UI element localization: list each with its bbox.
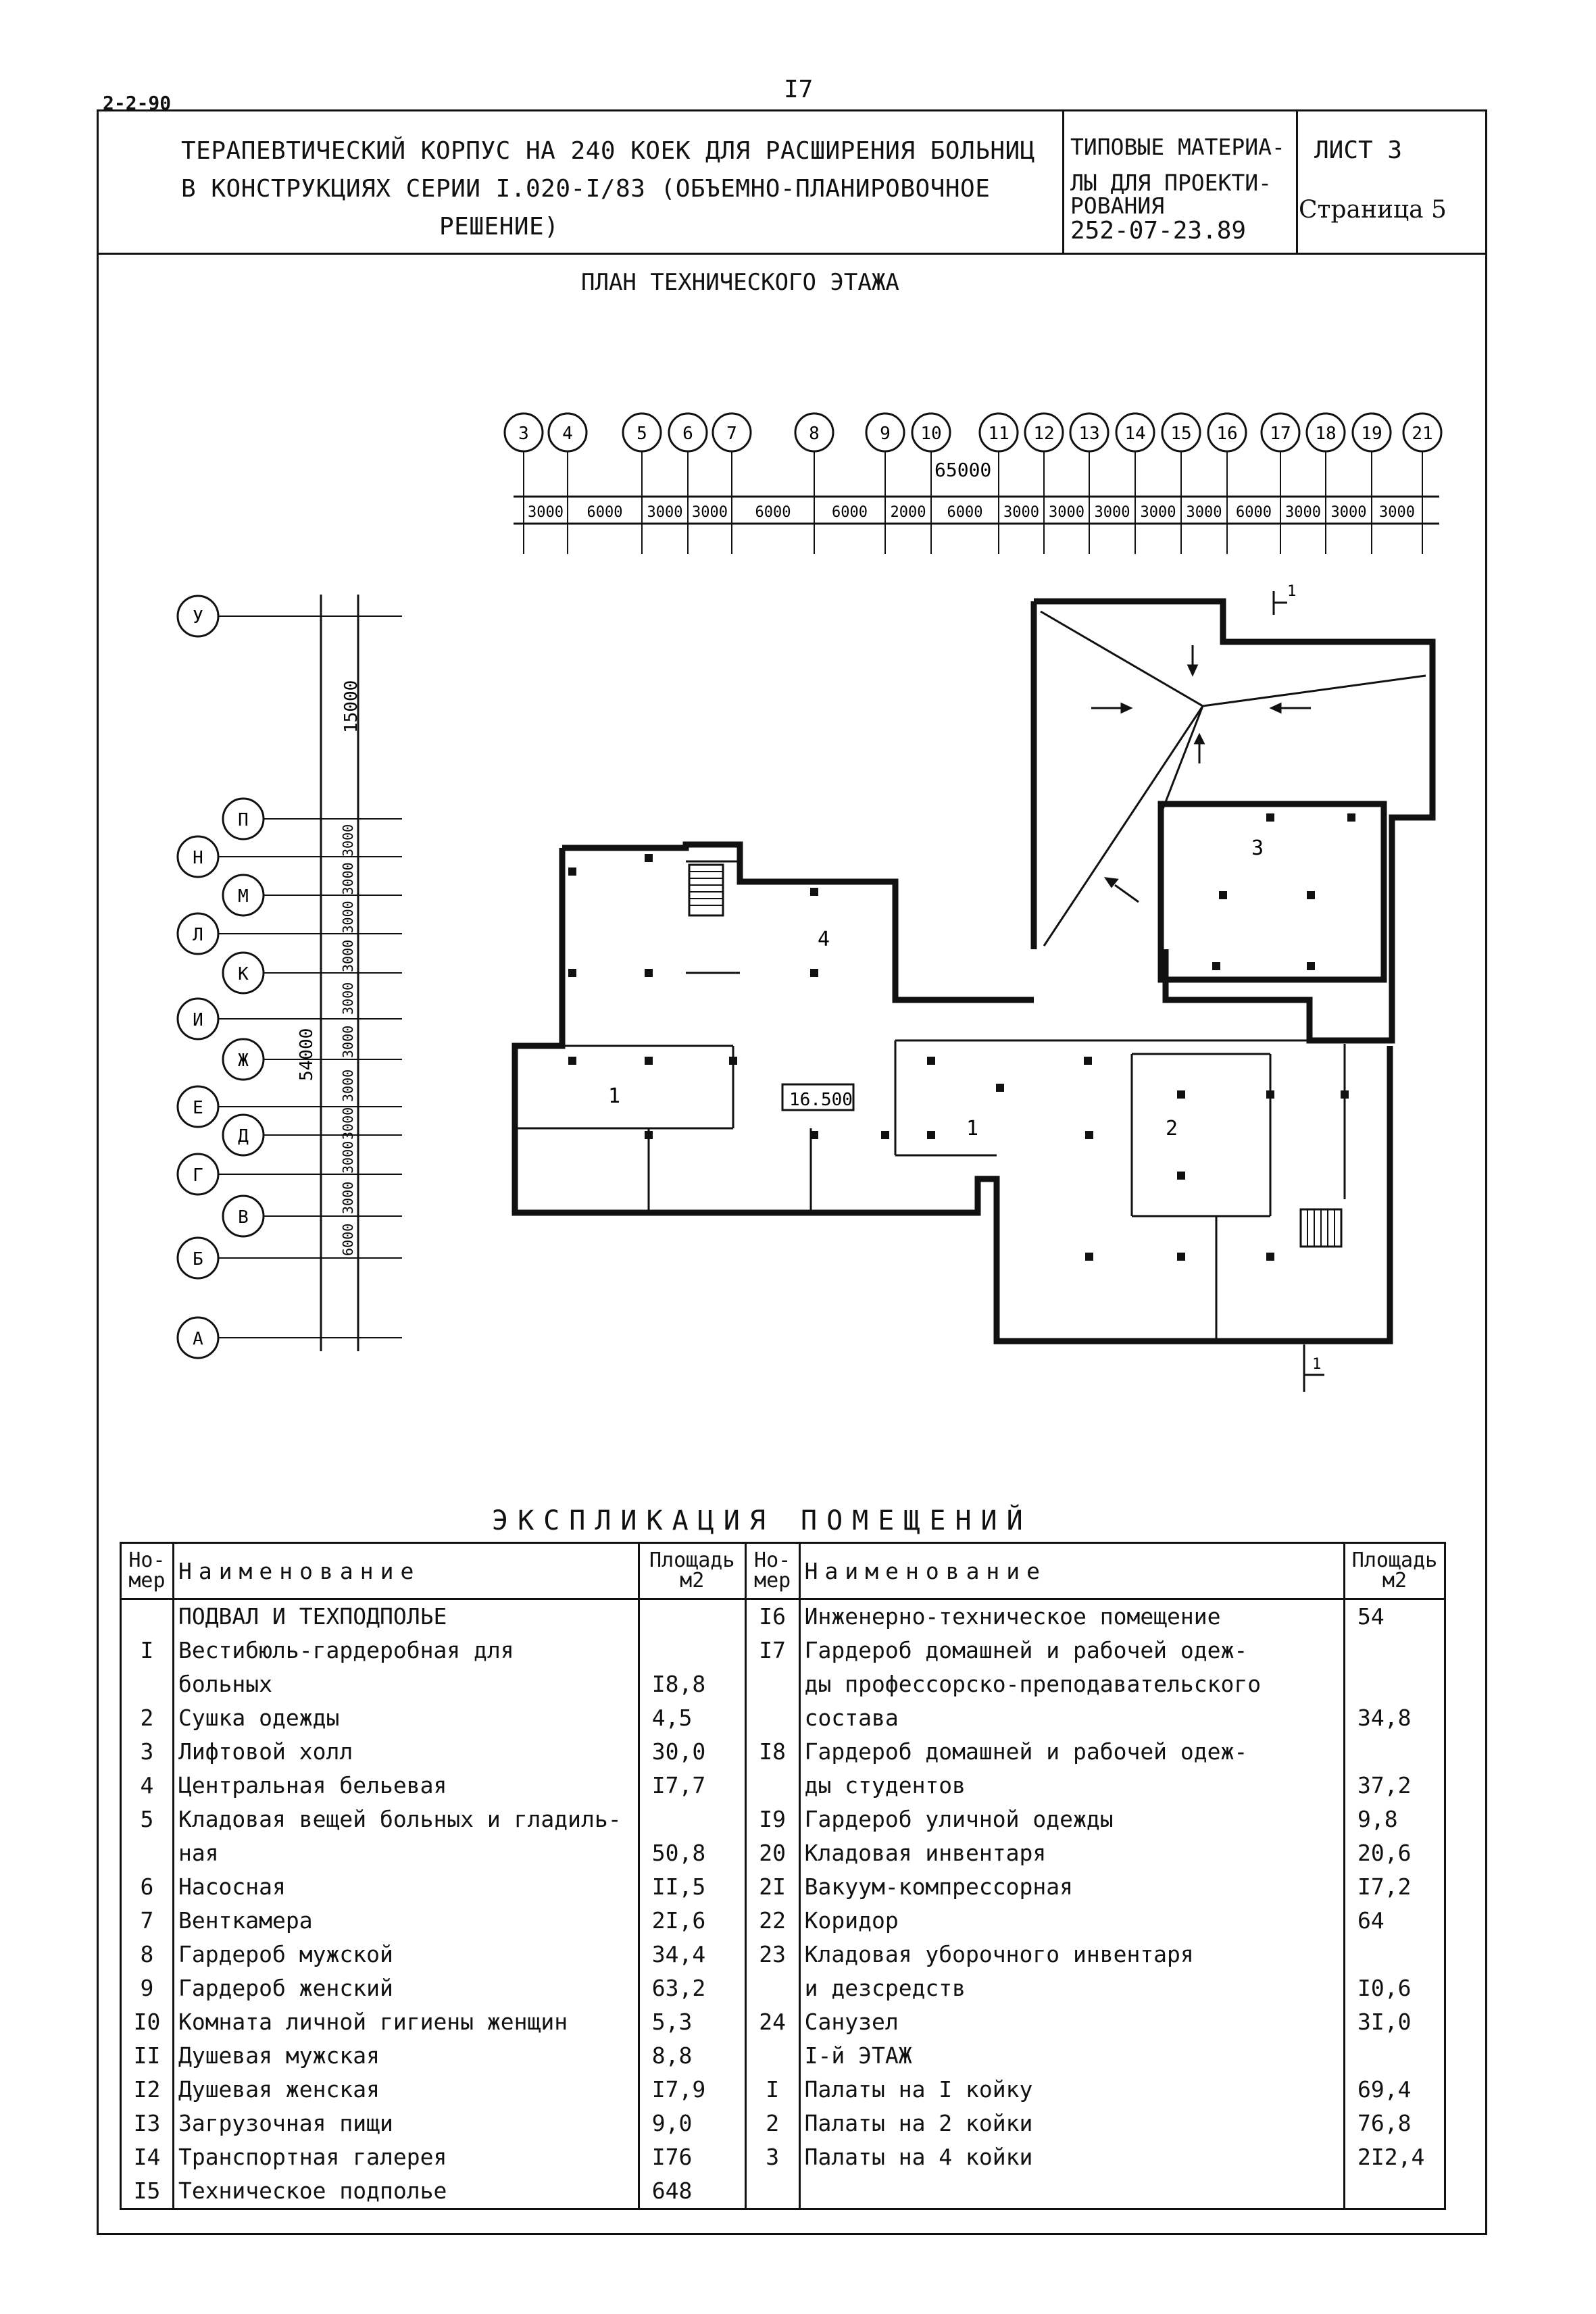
room-area: 9,8 bbox=[1344, 1803, 1445, 1836]
structural-column bbox=[1307, 891, 1315, 899]
room-number: I4 bbox=[121, 2140, 174, 2174]
room-number: I8 bbox=[745, 1735, 799, 1769]
row-spacing-label: 3000 bbox=[340, 939, 356, 972]
room-name: Душевая женская bbox=[173, 2073, 639, 2107]
explication-row bbox=[121, 1769, 1445, 1803]
structural-column bbox=[810, 1131, 818, 1139]
structural-column bbox=[1177, 1172, 1185, 1180]
room-area: 20,6 bbox=[1344, 1836, 1445, 1870]
column-spacing-label: 3000 bbox=[1379, 504, 1415, 521]
column-axis-label: 9 bbox=[880, 424, 891, 444]
room-name: Палаты на I койку bbox=[799, 2073, 1344, 2107]
room-number: I2 bbox=[121, 2073, 174, 2107]
structural-column bbox=[1085, 1131, 1093, 1139]
room-name: Загрузочная пищи bbox=[173, 2107, 639, 2140]
room-name: Палаты на 4 койки bbox=[799, 2140, 1344, 2174]
room-name: Вестибюль-гардеробная для bbox=[173, 1634, 639, 1667]
structural-column bbox=[810, 969, 818, 977]
column-spacing-label: 2000 bbox=[890, 504, 926, 521]
room-area: I0,6 bbox=[1344, 1971, 1445, 2005]
column-axis-label: 11 bbox=[988, 424, 1009, 444]
room-number bbox=[745, 1971, 799, 2005]
structural-column bbox=[1084, 1057, 1092, 1065]
explication-row bbox=[121, 2174, 1445, 2209]
room-number: 24 bbox=[745, 2005, 799, 2039]
room-area: 69,4 bbox=[1344, 2073, 1445, 2107]
column-axis-label: 21 bbox=[1412, 424, 1433, 444]
structural-column bbox=[645, 854, 653, 862]
row-axis-label: У bbox=[193, 607, 203, 628]
column-axis-label: 14 bbox=[1124, 424, 1146, 444]
room-area: 76,8 bbox=[1344, 2107, 1445, 2140]
explication-row bbox=[121, 1836, 1445, 1870]
column-axis-label: 8 bbox=[809, 424, 820, 444]
room-number: 9 bbox=[121, 1971, 174, 2005]
structural-column bbox=[1085, 1253, 1093, 1261]
room-name: Лифтовой холл bbox=[173, 1735, 639, 1769]
column-axis-label: 13 bbox=[1078, 424, 1100, 444]
room-number: 3 bbox=[121, 1735, 174, 1769]
structural-column bbox=[810, 888, 818, 896]
elevation-mark: 16.500 bbox=[789, 1090, 853, 1110]
room-name: Гардероб мужской bbox=[173, 1938, 639, 1971]
room-area: 4,5 bbox=[639, 1701, 745, 1735]
explication-body bbox=[121, 1599, 1445, 2209]
room-number bbox=[121, 1667, 174, 1701]
row-spacing-label: 3000 bbox=[340, 1069, 356, 1102]
room-number bbox=[745, 2174, 799, 2209]
room-name: и дезсредств bbox=[799, 1971, 1344, 2005]
room-area bbox=[1344, 2174, 1445, 2209]
row-axis-label: Д bbox=[238, 1126, 249, 1147]
column-spacing-label: 6000 bbox=[1236, 504, 1272, 521]
explication-row bbox=[121, 2005, 1445, 2039]
section-mark-top: 1 bbox=[1287, 583, 1297, 600]
room-name: Комната личной гигиены женщин bbox=[173, 2005, 639, 2039]
structural-column bbox=[568, 867, 576, 876]
column-spacing-label: 6000 bbox=[832, 504, 868, 521]
column-axis-label: 5 bbox=[637, 424, 647, 444]
explication-row bbox=[121, 1904, 1445, 1938]
room-area: 648 bbox=[639, 2174, 745, 2209]
room-area: 8,8 bbox=[639, 2039, 745, 2073]
column-spacing-label: 3000 bbox=[647, 504, 683, 521]
title-line-2: В КОНСТРУКЦИЯХ СЕРИИ I.020-I/83 (ОБЪЕМНО-ПЛАНИРОВОЧНОЕ bbox=[181, 175, 991, 203]
structural-columns bbox=[568, 813, 1355, 1261]
room-area bbox=[1344, 1735, 1445, 1769]
column-spacing-label: 3000 bbox=[1140, 504, 1176, 521]
row-spacing-label: 3000 bbox=[340, 1181, 356, 1214]
room-area bbox=[1344, 1634, 1445, 1667]
column-axis-label: 19 bbox=[1361, 424, 1382, 444]
stair-treads bbox=[689, 872, 1335, 1247]
room-number: I bbox=[121, 1634, 174, 1667]
room-number: 6 bbox=[121, 1870, 174, 1904]
room-name: Гардероб женский bbox=[173, 1971, 639, 2005]
title-line-3: РЕШЕНИЕ) bbox=[439, 213, 559, 241]
room-number: I9 bbox=[745, 1803, 799, 1836]
row-axis-label: Н bbox=[193, 848, 203, 868]
column-spacing-label: 3000 bbox=[1285, 504, 1321, 521]
room-area: 2I,6 bbox=[639, 1904, 745, 1938]
room-area: 63,2 bbox=[639, 1971, 745, 2005]
explication-row bbox=[121, 1938, 1445, 1971]
room-area: I76 bbox=[639, 2140, 745, 2174]
explication-row bbox=[121, 2140, 1445, 2174]
column-spacing-label: 3000 bbox=[1049, 504, 1084, 521]
room-number: 2 bbox=[745, 2107, 799, 2140]
explication-row bbox=[121, 1599, 1445, 1634]
explication-row bbox=[121, 2107, 1445, 2140]
room-area: I8,8 bbox=[639, 1667, 745, 1701]
room-number: 2 bbox=[121, 1701, 174, 1735]
structural-column bbox=[568, 969, 576, 977]
structural-column bbox=[645, 1057, 653, 1065]
room-number: I bbox=[745, 2073, 799, 2107]
room-area: I7,7 bbox=[639, 1769, 745, 1803]
room-name: Насосная bbox=[173, 1870, 639, 1904]
room-number: 2I bbox=[745, 1870, 799, 1904]
column-axis-label: 4 bbox=[562, 424, 573, 444]
row-axis-label: А bbox=[193, 1329, 203, 1349]
column-axis-label: 10 bbox=[920, 424, 942, 444]
column-axis-label: 3 bbox=[518, 424, 529, 444]
room-area: 9,0 bbox=[639, 2107, 745, 2140]
room-number bbox=[745, 1701, 799, 1735]
total-height-label: 54000 bbox=[297, 1028, 317, 1081]
page-label: Страница 5 bbox=[1299, 196, 1447, 224]
room-name: ды профессорско-преподавательского bbox=[799, 1667, 1344, 1701]
room-area bbox=[639, 1634, 745, 1667]
room-name: Транспортная галерея bbox=[173, 2140, 639, 2174]
room-name: Центральная бельевая bbox=[173, 1769, 639, 1803]
room-name: Палаты на 2 койки bbox=[799, 2107, 1344, 2140]
interior-lines bbox=[517, 611, 1426, 1341]
row-axis-label: П bbox=[238, 810, 249, 830]
column-spacing-label: 3000 bbox=[1186, 504, 1222, 521]
structural-column bbox=[1266, 1253, 1274, 1261]
structural-column bbox=[1266, 813, 1274, 822]
room-number bbox=[121, 1836, 174, 1870]
room-number: 5 bbox=[121, 1803, 174, 1836]
explication-row bbox=[121, 1634, 1445, 1667]
room-number: 7 bbox=[121, 1904, 174, 1938]
room-area bbox=[639, 1599, 745, 1634]
room-area: 34,8 bbox=[1344, 1701, 1445, 1735]
materials-line-2: ЛЫ ДЛЯ ПРОЕКТИ- bbox=[1070, 170, 1272, 196]
room-name: Душевая мужская bbox=[173, 2039, 639, 2073]
room-number: 23 bbox=[745, 1938, 799, 1971]
series-code: 2-2-90 bbox=[103, 92, 172, 114]
column-spacing-label: 3000 bbox=[692, 504, 728, 521]
column-spacing-label: 6000 bbox=[587, 504, 623, 521]
room-name: Сушка одежды bbox=[173, 1701, 639, 1735]
room-area bbox=[1344, 1667, 1445, 1701]
explication-row bbox=[121, 1870, 1445, 1904]
room-number: II bbox=[121, 2039, 174, 2073]
col-area-right: Площадь м2 bbox=[1344, 1543, 1445, 1599]
column-axes bbox=[505, 413, 1441, 554]
room-name: I-й ЭТАЖ bbox=[799, 2039, 1344, 2073]
room-area: 64 bbox=[1344, 1904, 1445, 1938]
materials-line-4: 252-07-23.89 bbox=[1070, 217, 1247, 245]
room-area: 2I2,4 bbox=[1344, 2140, 1445, 2174]
room-label-1b: 1 bbox=[966, 1117, 979, 1140]
explication-row bbox=[121, 1803, 1445, 1836]
room-label-4: 4 bbox=[818, 928, 830, 951]
total-width-label: 65000 bbox=[934, 459, 992, 481]
column-axis-label: 7 bbox=[726, 424, 737, 444]
column-spacing-label: 6000 bbox=[947, 504, 983, 521]
materials-line-1: ТИПОВЫЕ МАТЕРИА- bbox=[1070, 134, 1285, 160]
room-number: I6 bbox=[745, 1599, 799, 1634]
structural-column bbox=[1212, 962, 1220, 970]
col-area-left: Площадь м2 bbox=[639, 1543, 745, 1599]
row-axis-label: Г bbox=[193, 1165, 203, 1186]
room-name: Гардероб домашней и рабочей одеж- bbox=[799, 1735, 1344, 1769]
room-number: 22 bbox=[745, 1904, 799, 1938]
column-axis-label: 17 bbox=[1270, 424, 1291, 444]
title-line-1: ТЕРАПЕВТИЧЕСКИЙ КОРПУС НА 240 КОЕК ДЛЯ РАСШИРЕНИЯ БОЛЬНИЦ bbox=[181, 137, 1035, 165]
room-label-3: 3 bbox=[1251, 836, 1264, 860]
row-spacing-label: 3000 bbox=[340, 1107, 356, 1140]
structural-column bbox=[1177, 1090, 1185, 1099]
structural-column bbox=[1177, 1253, 1185, 1261]
dim-15000: 15000 bbox=[341, 680, 361, 733]
structural-column bbox=[1307, 962, 1315, 970]
column-spacing-label: 3000 bbox=[1003, 504, 1039, 521]
row-axis-label: К bbox=[238, 964, 249, 984]
structural-column bbox=[927, 1057, 935, 1065]
room-name: больных bbox=[173, 1667, 639, 1701]
room-area bbox=[1344, 2039, 1445, 2073]
column-spacing-label: 3000 bbox=[528, 504, 564, 521]
row-axis-label: Б bbox=[193, 1249, 203, 1269]
row-spacing-label: 3000 bbox=[340, 1025, 356, 1058]
structural-column bbox=[1347, 813, 1355, 822]
section-mark-bottom: 1 bbox=[1312, 1356, 1322, 1373]
row-spacing-label: 3000 bbox=[340, 901, 356, 934]
row-spacing-label: 6000 bbox=[340, 1223, 356, 1256]
plan-title: ПЛАН ТЕХНИЧЕСКОГО ЭТАЖА bbox=[581, 269, 899, 296]
row-axes bbox=[178, 596, 402, 1358]
col-name-left: Наименование bbox=[173, 1543, 639, 1599]
column-spacing-label: 6000 bbox=[755, 504, 791, 521]
explication-table bbox=[120, 1542, 1446, 2210]
column-spacing-label: 3000 bbox=[1094, 504, 1130, 521]
room-label-1a: 1 bbox=[608, 1084, 621, 1108]
room-number: 3 bbox=[745, 2140, 799, 2174]
column-axis-label: 16 bbox=[1216, 424, 1238, 444]
column-axis-label: 6 bbox=[682, 424, 693, 444]
room-name: Гардероб домашней и рабочей одеж- bbox=[799, 1634, 1344, 1667]
page-number: I7 bbox=[784, 76, 814, 103]
structural-column bbox=[996, 1084, 1004, 1092]
room-number bbox=[121, 1599, 174, 1634]
structural-column bbox=[645, 1131, 653, 1139]
room-name: Техническое подполье bbox=[173, 2174, 639, 2209]
room-name: ная bbox=[173, 1836, 639, 1870]
explication-row bbox=[121, 1667, 1445, 1701]
room-number: 20 bbox=[745, 1836, 799, 1870]
column-axis-label: 15 bbox=[1170, 424, 1192, 444]
structural-column bbox=[1266, 1090, 1274, 1099]
structural-column bbox=[927, 1131, 935, 1139]
room-number bbox=[745, 1769, 799, 1803]
room-area: II,5 bbox=[639, 1870, 745, 1904]
room-name: Кладовая уборочного инвентаря bbox=[799, 1938, 1344, 1971]
column-axis-label: 18 bbox=[1315, 424, 1337, 444]
room-area: 30,0 bbox=[639, 1735, 745, 1769]
explication-title: ЭКСПЛИКАЦИЯ ПОМЕЩЕНИЙ bbox=[492, 1505, 1032, 1536]
room-number: I0 bbox=[121, 2005, 174, 2039]
room-area: 37,2 bbox=[1344, 1769, 1445, 1803]
room-area: 54 bbox=[1344, 1599, 1445, 1634]
row-axis-label: Е bbox=[193, 1098, 203, 1118]
explication-row bbox=[121, 1701, 1445, 1735]
room-number: I3 bbox=[121, 2107, 174, 2140]
explication-row bbox=[121, 1735, 1445, 1769]
materials-line-3: РОВАНИЯ bbox=[1070, 193, 1165, 219]
room-number bbox=[745, 1667, 799, 1701]
row-axis-label: И bbox=[193, 1010, 203, 1030]
room-number: 4 bbox=[121, 1769, 174, 1803]
room-area: 3I,0 bbox=[1344, 2005, 1445, 2039]
row-axis-label: М bbox=[238, 886, 249, 907]
structural-column bbox=[881, 1131, 889, 1139]
room-name: Инженерно-техническое помещение bbox=[799, 1599, 1344, 1634]
structural-column bbox=[568, 1057, 576, 1065]
room-number: 8 bbox=[121, 1938, 174, 1971]
room-area: 50,8 bbox=[639, 1836, 745, 1870]
col-number-right: Но- мер bbox=[745, 1543, 799, 1599]
room-name: Коридор bbox=[799, 1904, 1344, 1938]
room-area bbox=[639, 1803, 745, 1836]
structural-column bbox=[729, 1057, 737, 1065]
room-number: I5 bbox=[121, 2174, 174, 2209]
row-spacing-label: 3000 bbox=[340, 982, 356, 1015]
explication-row bbox=[121, 2073, 1445, 2107]
structural-column bbox=[645, 969, 653, 977]
room-number bbox=[745, 2039, 799, 2073]
room-name: Кладовая инвентаря bbox=[799, 1836, 1344, 1870]
structural-column bbox=[1341, 1090, 1349, 1099]
sheet-number: ЛИСТ 3 bbox=[1314, 136, 1403, 164]
room-area: 34,4 bbox=[639, 1938, 745, 1971]
column-spacing-label: 3000 bbox=[1330, 504, 1367, 521]
room-name bbox=[799, 2174, 1344, 2209]
room-name: Вакуум-компрессорная bbox=[799, 1870, 1344, 1904]
room-label-2: 2 bbox=[1166, 1117, 1178, 1140]
explication-row bbox=[121, 2039, 1445, 2073]
room-area bbox=[1344, 1938, 1445, 1971]
column-axis-label: 12 bbox=[1033, 424, 1055, 444]
row-axis-label: В bbox=[238, 1207, 249, 1228]
explication-row bbox=[121, 1971, 1445, 2005]
room-area: I7,2 bbox=[1344, 1870, 1445, 1904]
col-name-right: Наименование bbox=[799, 1543, 1344, 1599]
room-number: I7 bbox=[745, 1634, 799, 1667]
room-name: Венткамера bbox=[173, 1904, 639, 1938]
room-name: Гардероб уличной одежды bbox=[799, 1803, 1344, 1836]
row-spacing-label: 3000 bbox=[340, 824, 356, 857]
room-area: I7,9 bbox=[639, 2073, 745, 2107]
drainage-arrows bbox=[1091, 645, 1311, 902]
room-name: ды студентов bbox=[799, 1769, 1344, 1803]
structural-column bbox=[1219, 891, 1227, 899]
room-name: Санузел bbox=[799, 2005, 1344, 2039]
row-spacing-label: 3000 bbox=[340, 1140, 356, 1174]
row-axis-label: Ж bbox=[238, 1051, 249, 1071]
col-number-left: Но- мер bbox=[121, 1543, 174, 1599]
room-name: состава bbox=[799, 1701, 1344, 1735]
room-name: ПОДВАЛ И ТЕХПОДПОЛЬЕ bbox=[173, 1599, 639, 1634]
row-axis-label: Л bbox=[193, 925, 203, 945]
row-spacing-label: 3000 bbox=[340, 862, 356, 895]
room-name: Кладовая вещей больных и гладиль- bbox=[173, 1803, 639, 1836]
room-area: 5,3 bbox=[639, 2005, 745, 2039]
